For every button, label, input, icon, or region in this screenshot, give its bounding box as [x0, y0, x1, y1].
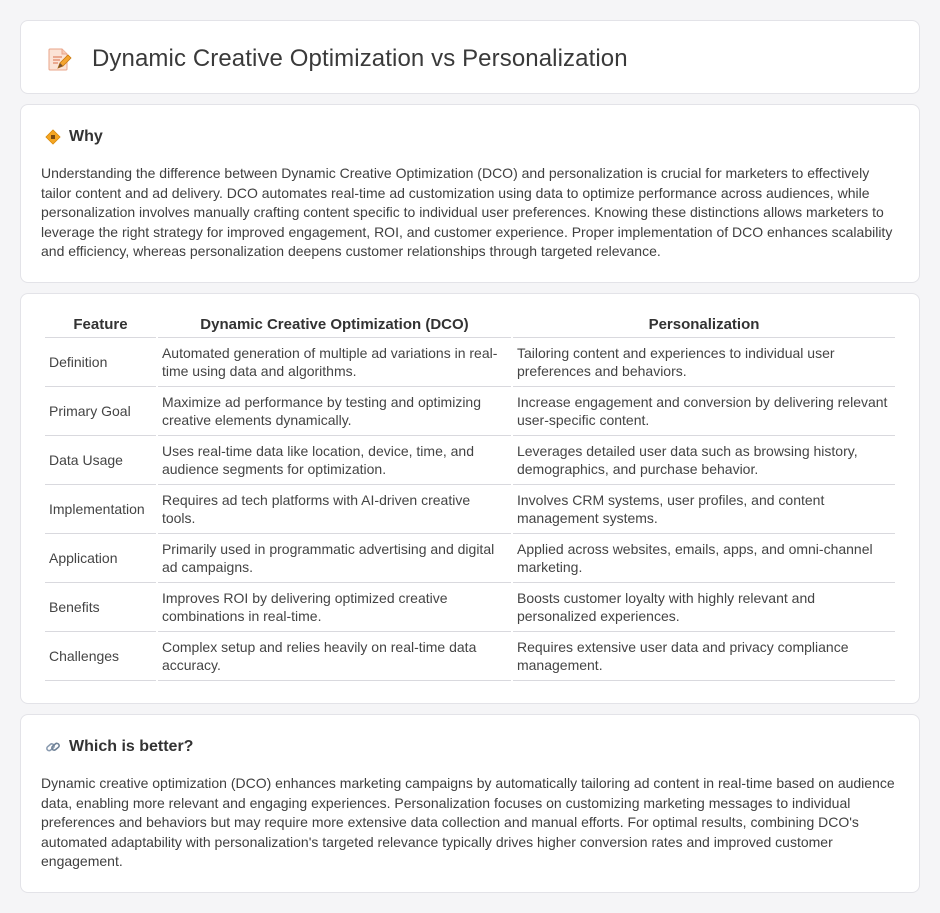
- dco-cell: Primarily used in programmatic advertising and digital ad campaigns.: [158, 534, 511, 583]
- document-edit-icon: [46, 46, 72, 72]
- personalization-cell: Tailoring content and experiences to individual user preferences and behaviors.: [513, 338, 895, 387]
- column-header-personalization: Personalization: [513, 316, 895, 338]
- dco-cell: Improves ROI by delivering optimized creative combinations in real-time.: [158, 583, 511, 632]
- feature-cell: Primary Goal: [45, 387, 156, 436]
- personalization-cell: Boosts customer loyalty with highly relevant and personalized experiences.: [513, 583, 895, 632]
- link-icon: [45, 739, 61, 755]
- feature-cell: Definition: [45, 338, 156, 387]
- personalization-cell: Applied across websites, emails, apps, and omni-channel marketing.: [513, 534, 895, 583]
- title-card: [20, 20, 920, 94]
- page-title: Dynamic Creative Optimization vs Personalization: [92, 45, 628, 72]
- dco-cell: Automated generation of multiple ad variations in real-time using data and algorithms.: [158, 338, 511, 387]
- feature-cell: Data Usage: [45, 436, 156, 485]
- why-body: Understanding the difference between Dynamic Creative Optimization (DCO) and personalization is crucial for marketers to effectively tailor content and ad delivery. DCO automates real-time ad customization using data to optimize performance across audiences, while personalization involves manually crafting content specific to individual user preferences. Knowing these distinctions allows marketers to leverage the right strategy for improved engagement, ROI, and customer experience. Proper implementation of DCO enhances scalability and efficiency, whereas personalization deepens customer relationships through targeted relevance.: [41, 165, 893, 260]
- personalization-cell: Requires extensive user data and privacy compliance management.: [513, 632, 895, 681]
- better-heading-row: [45, 738, 193, 756]
- why-heading: Why: [69, 128, 103, 145]
- table-row: [45, 583, 895, 632]
- column-header-feature: Feature: [45, 316, 156, 338]
- comparison-table: [43, 316, 897, 681]
- better-body: Dynamic creative optimization (DCO) enhances marketing campaigns by automatically tailoring ad content in real-time based on audience data, enabling more relevant and engaging experiences. Personalization focuses on customizing marketing messages to individual preferences and behaviors but may require more extensive data collection and manual efforts. For optimal results, combining DCO's automated adaptability with personalization's targeted relevance typically drives higher conversion rates and improved customer engagement.: [41, 775, 895, 870]
- table-row: [45, 632, 895, 681]
- personalization-cell: Increase engagement and conversion by delivering relevant user-specific content.: [513, 387, 895, 436]
- which-is-better-section: [20, 714, 920, 893]
- table-row: [45, 436, 895, 485]
- why-heading-row: [45, 128, 103, 146]
- feature-cell: Application: [45, 534, 156, 583]
- title-row: [46, 45, 628, 73]
- dco-cell: Requires ad tech platforms with AI-driven creative tools.: [158, 485, 511, 534]
- feature-cell: Benefits: [45, 583, 156, 632]
- diamond-sign-icon: [45, 129, 61, 145]
- personalization-cell: Leverages detailed user data such as browsing history, demographics, and purchase behavior.: [513, 436, 895, 485]
- dco-cell: Maximize ad performance by testing and optimizing creative elements dynamically.: [158, 387, 511, 436]
- table-row: [45, 485, 895, 534]
- table-row: [45, 338, 895, 387]
- table-row: [45, 534, 895, 583]
- column-header-dco: Dynamic Creative Optimization (DCO): [158, 316, 511, 338]
- personalization-cell: Involves CRM systems, user profiles, and content management systems.: [513, 485, 895, 534]
- table-header-row: [45, 316, 895, 338]
- feature-cell: Challenges: [45, 632, 156, 681]
- why-section: [20, 104, 920, 283]
- table-row: [45, 387, 895, 436]
- better-heading: Which is better?: [69, 738, 194, 755]
- feature-cell: Implementation: [45, 485, 156, 534]
- dco-cell: Complex setup and relies heavily on real-time data accuracy.: [158, 632, 511, 681]
- comparison-section: [20, 293, 920, 704]
- dco-cell: Uses real-time data like location, device, time, and audience segments for optimization.: [158, 436, 511, 485]
